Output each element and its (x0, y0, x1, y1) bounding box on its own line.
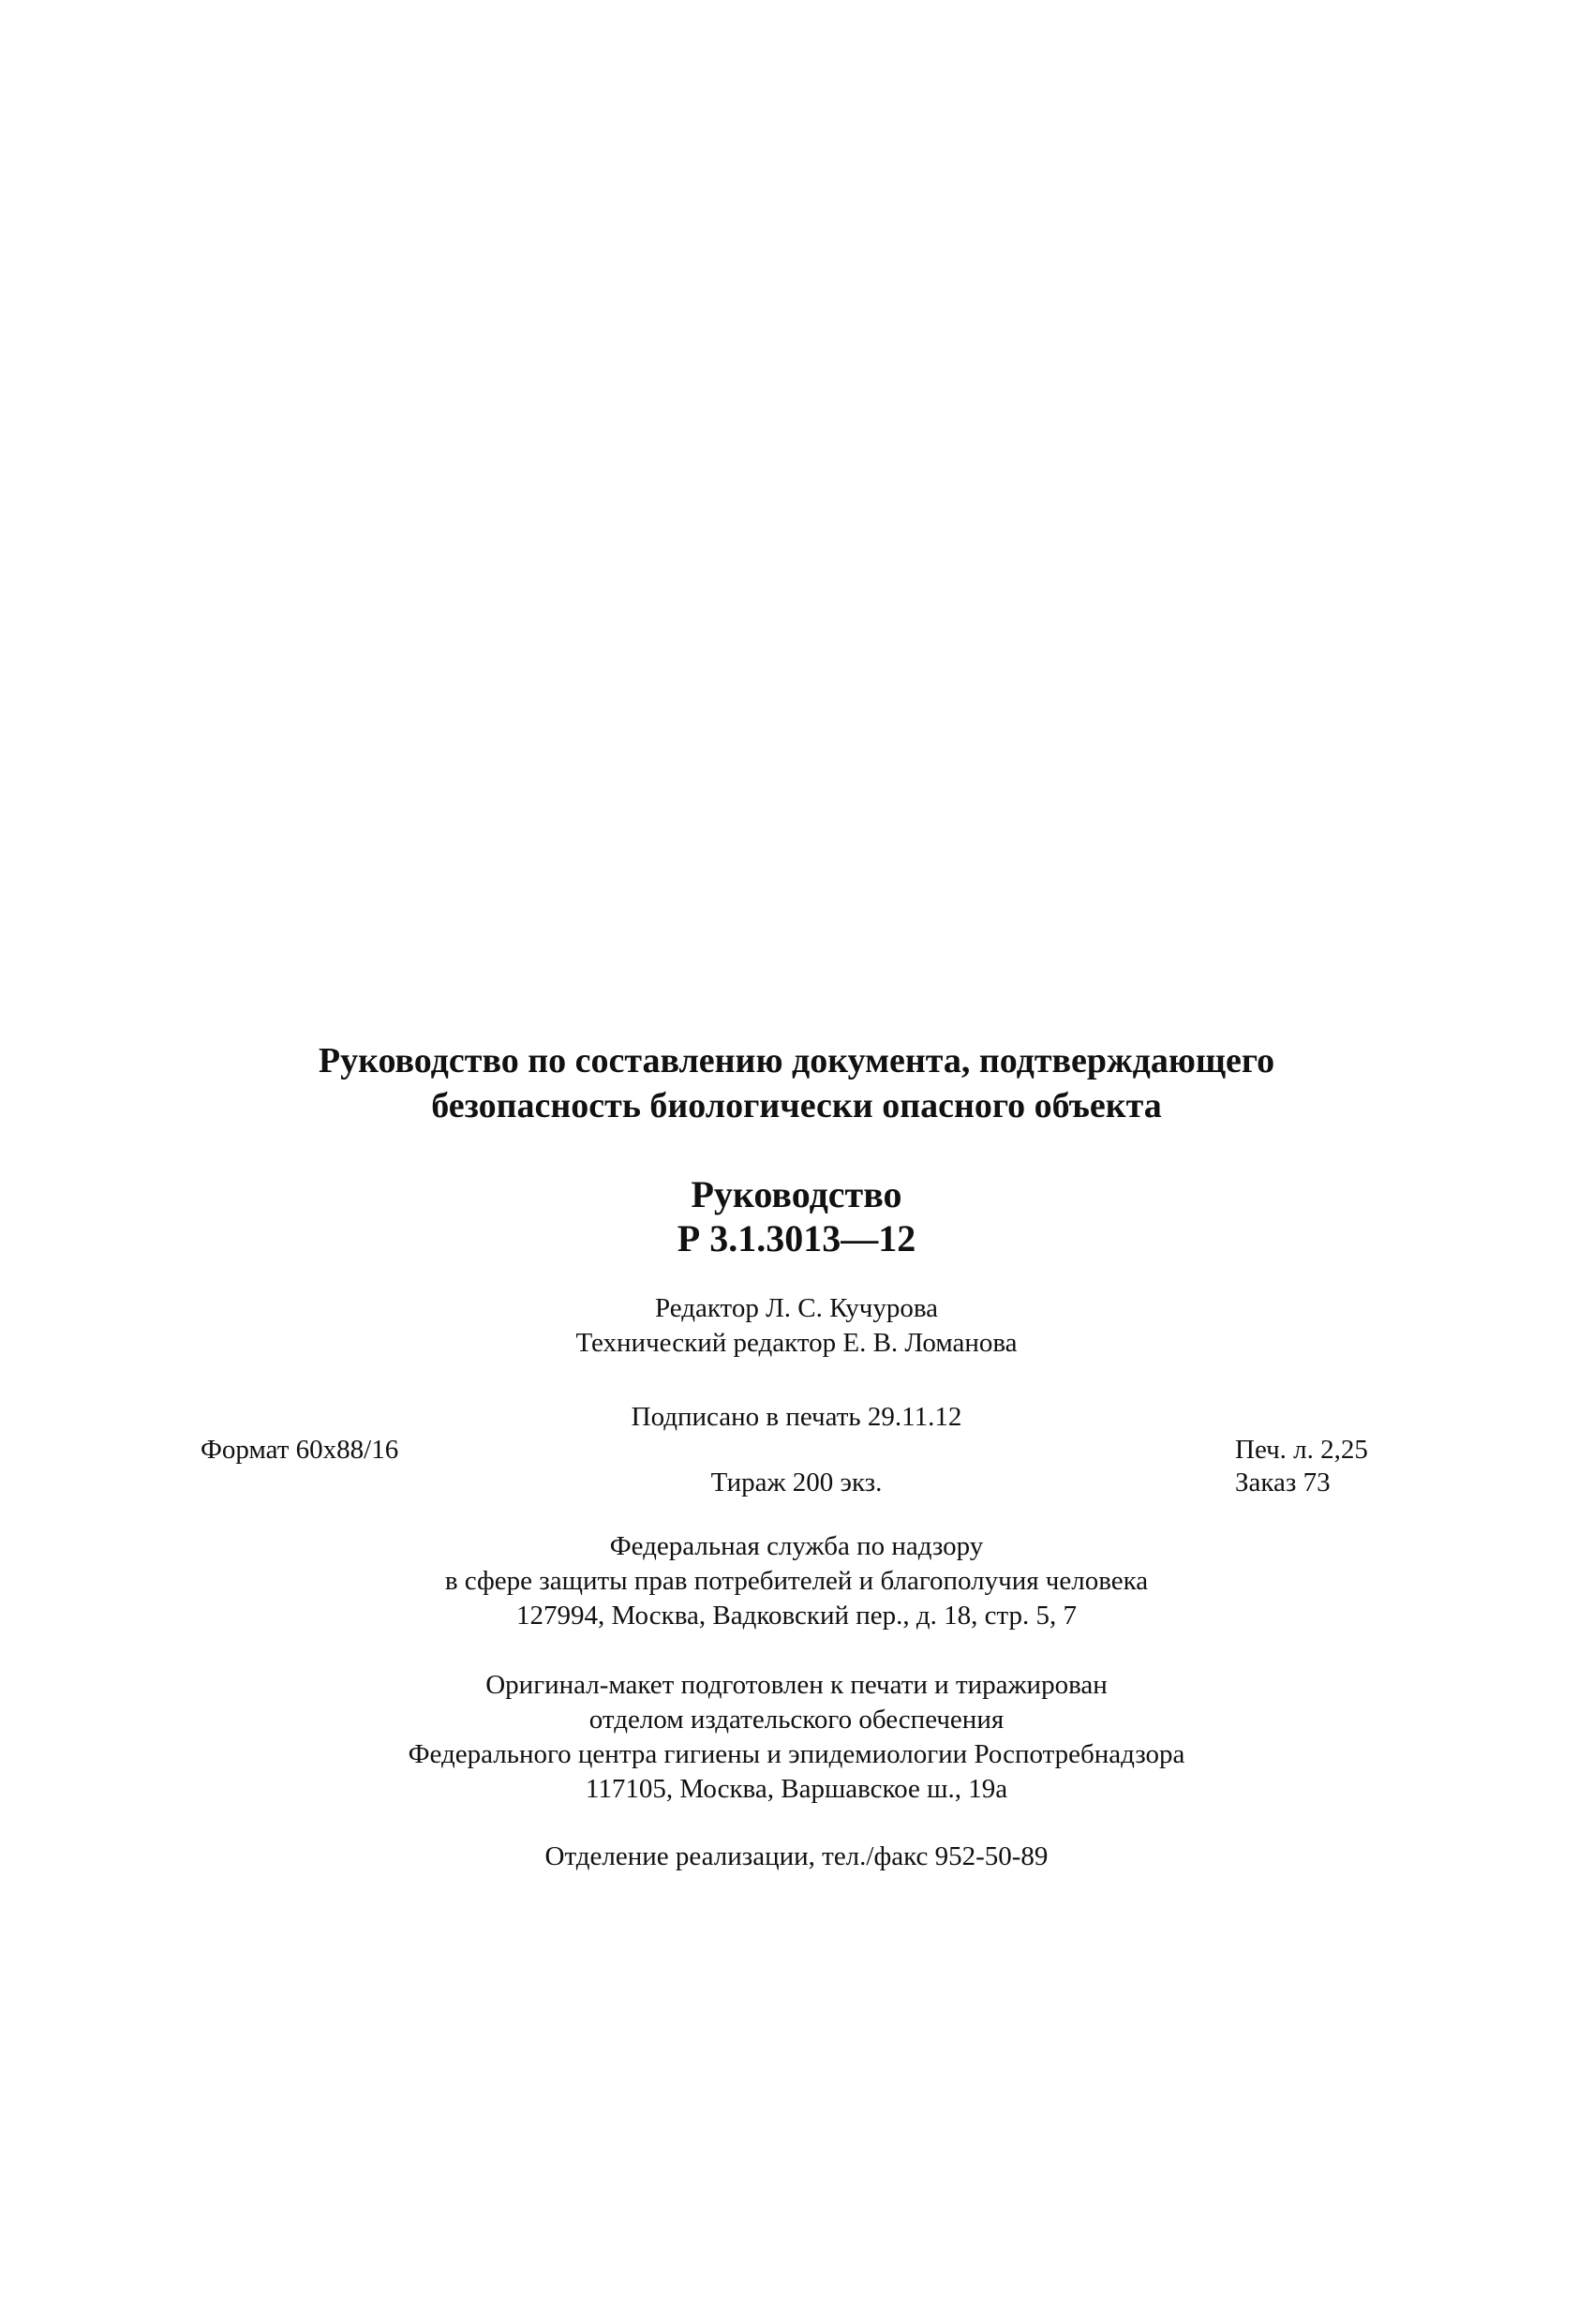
document-number: Р 3.1.3013—12 (677, 1217, 916, 1259)
technical-editor: Технический редактор Е. В. Ломанова (575, 1328, 1018, 1358)
printer-line-3: Федерального центра гигиены и эпидемиологии Роспотребнадзора (408, 1739, 1185, 1769)
printer-line-2: отделом издательского обеспечения (588, 1705, 1005, 1735)
format: Формат 60x88/16 (201, 1435, 399, 1465)
document-title-line-2: безопасность биологически опасного объекта (431, 1086, 1162, 1125)
editor: Редактор Л. С. Кучурова (654, 1293, 939, 1323)
publisher-line-2: в сфере защиты прав потребителей и благополучия человека (444, 1566, 1149, 1596)
printer-line-1: Оригинал-макет подготовлен к печати и тиражирован (485, 1670, 1108, 1700)
printer-address: 117105, Москва, Варшавское ш., 19а (585, 1774, 1008, 1804)
sales-contact: Отделение реализации, тел./факс 952-50-89 (544, 1841, 1049, 1871)
publisher-address: 127994, Москва, Вадковский пер., д. 18, стр. 5, 7 (515, 1601, 1078, 1631)
print-sheets: Печ. л. 2,25 (1235, 1435, 1368, 1465)
signed-to-print: Подписано в печать 29.11.12 (631, 1402, 962, 1432)
document-title-line-1: Руководство по составлению документа, подтверждающего (318, 1041, 1275, 1080)
publisher-line-1: Федеральная служба по надзору (609, 1531, 984, 1561)
circulation: Тираж 200 экз. (710, 1467, 883, 1497)
document-type: Руководство (691, 1173, 902, 1215)
order: Заказ 73 (1235, 1467, 1331, 1497)
